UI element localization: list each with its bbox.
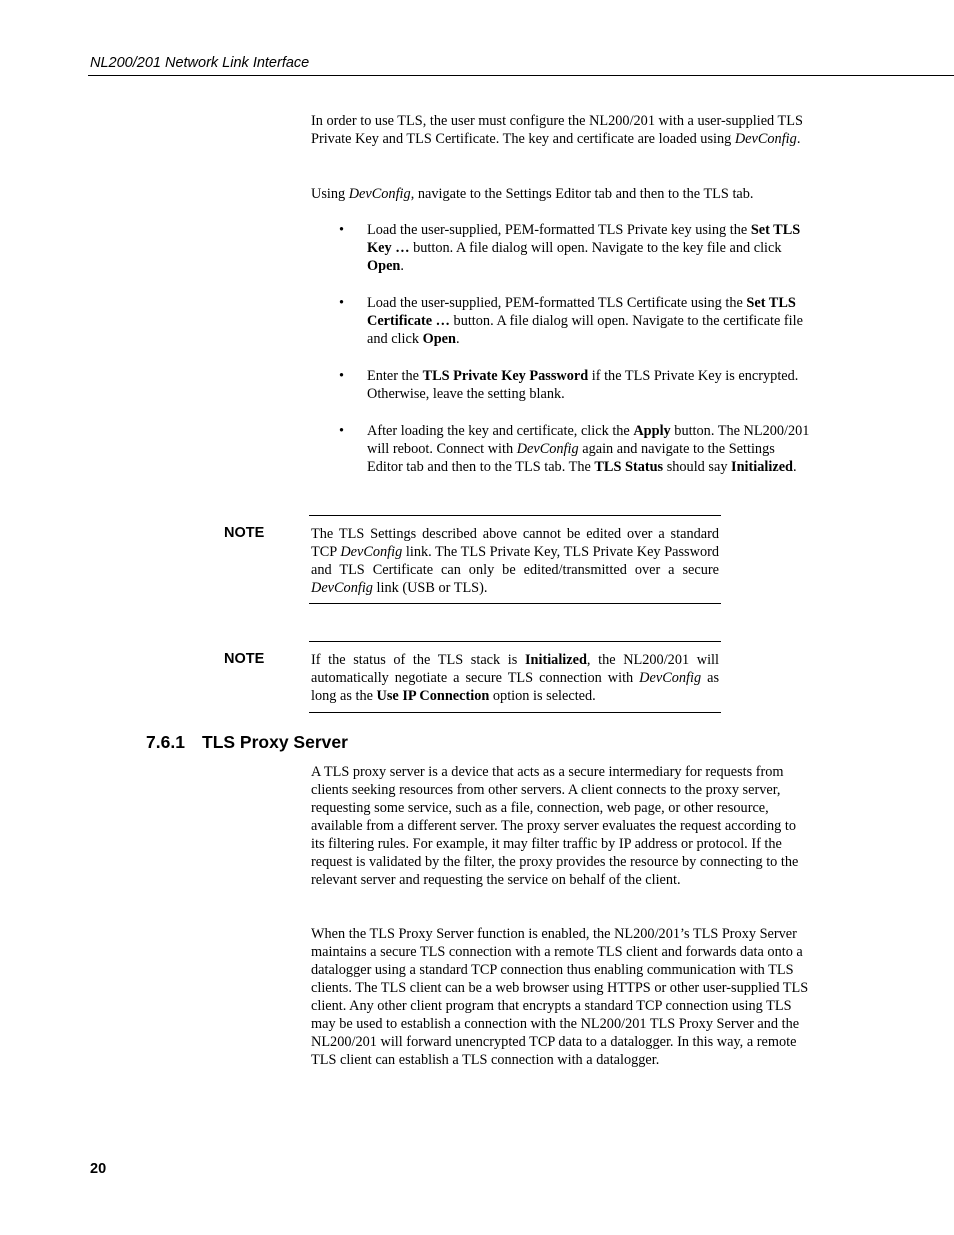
step-set-tls-certificate xyxy=(311,294,811,348)
text-run: . xyxy=(796,131,801,147)
header-rule xyxy=(88,75,954,76)
italic-term: DevConfig xyxy=(340,544,403,560)
note-2-text xyxy=(311,651,719,705)
text-run: Load the user-supplied, PEM-formatted TLS Certificate using the xyxy=(367,295,747,311)
text-run: The TLS Settings described above cannot be edited over a standard TCP xyxy=(311,526,719,560)
proxy-paragraph-2: When the TLS Proxy Server function is enabled, the NL200/201’s TLS Proxy Server maintains a secure TLS connection with a remote TLS client and forwards data onto a datalogger using a standard TCP connection thus enabling communication with TLS clients. The TLS client can be a web browser using HTTPS or other user-supplied TLS client. Any other client program that encrypts a standard TCP connection using TLS may be used to establish a connection with the NL200/201 TLS Proxy Server and the NL200/201 will forward unencrypted TCP data to a datalogger. In this way, a remote TLS client can establish a TLS connection with a datalogger. xyxy=(311,926,809,1068)
text-run: link (USB or TLS). xyxy=(372,580,488,596)
text-run: link. The TLS Private Key, TLS Private Key Password and TLS Certificate can only be edited/transmitted over a secure xyxy=(311,544,719,578)
text-run: . xyxy=(400,258,404,274)
text-run: If the status of the TLS stack is xyxy=(311,652,525,668)
text-run: if the TLS Private Key is encrypted. Otherwise, leave the setting blank. xyxy=(367,368,799,402)
section-number: 7.6.1 xyxy=(146,732,185,752)
bold-term: Set TLS Key … xyxy=(367,222,801,256)
text-run: button. The NL200/201 will reboot. Connect with xyxy=(367,423,810,457)
bold-term: Set TLS Certificate … xyxy=(367,295,796,329)
note-1-label: NOTE xyxy=(224,525,265,541)
note-1-top-rule xyxy=(309,515,721,516)
note-1-bottom-rule xyxy=(309,603,721,604)
text-run: Load the user-supplied, PEM-formatted TLS Private key using the xyxy=(367,222,751,238)
bold-term: Apply xyxy=(633,423,671,439)
text-run: In order to use TLS, the user must configure the NL200/201 with a user-supplied TLS Private Key and TLS Certificate. The key and certificate are loaded using xyxy=(311,113,803,147)
running-header: NL200/201 Network Link Interface xyxy=(90,55,310,71)
text-run: Using xyxy=(311,186,349,202)
text-run: . xyxy=(455,331,460,347)
text-run: . xyxy=(793,459,797,475)
note-1-text xyxy=(311,525,719,597)
italic-term: DevConfig xyxy=(639,670,702,686)
intro-paragraph-1 xyxy=(311,112,811,148)
bold-term: Open xyxy=(422,331,456,347)
text-run: Enter the xyxy=(367,368,423,384)
step-apply-and-verify xyxy=(311,422,811,476)
text-run: , navigate to the Settings Editor tab and then to the TLS tab. xyxy=(410,186,754,202)
text-run: as long as the xyxy=(311,670,720,704)
text-run: option is selected. xyxy=(489,688,596,704)
italic-term: DevConfig xyxy=(734,131,797,147)
tls-setup-steps xyxy=(311,221,811,495)
page-number: 20 xyxy=(90,1161,107,1177)
text-run: , the NL200/201 will automatically negotiate a secure TLS connection with xyxy=(311,652,719,686)
intro-paragraph-2 xyxy=(311,185,811,203)
section-title: TLS Proxy Server xyxy=(202,732,348,752)
italic-term: DevConfig xyxy=(348,186,411,202)
italic-term: DevConfig xyxy=(516,441,579,457)
text-run: again and navigate to the Settings Editor tab and then to the TLS tab. The xyxy=(367,441,775,475)
text-run: button. A file dialog will open. Navigate to the key file and click xyxy=(409,240,782,256)
bold-term: Initialized xyxy=(524,652,587,668)
bold-term: Open xyxy=(367,258,401,274)
text-run: button. A file dialog will open. Navigate to the certificate file and click xyxy=(367,313,803,347)
text-run: After loading the key and certificate, click the xyxy=(367,423,634,439)
bold-term: TLS Private Key Password xyxy=(422,368,589,384)
italic-term: DevConfig xyxy=(311,580,373,596)
step-set-tls-key xyxy=(311,221,811,275)
bold-term: Initialized xyxy=(731,459,794,475)
step-enter-key-password xyxy=(311,367,811,403)
note-2-bottom-rule xyxy=(309,712,721,713)
bold-term: TLS Status xyxy=(594,459,664,475)
bold-term: Use IP Connection xyxy=(376,688,490,704)
text-run: should say xyxy=(663,459,732,475)
section-heading xyxy=(146,732,348,753)
note-2-top-rule xyxy=(309,641,721,642)
note-2-label: NOTE xyxy=(224,651,265,667)
proxy-paragraph-1: A TLS proxy server is a device that acts as a secure intermediary for requests from clients seeking resources from other servers. A client connects to the proxy server, requesting some service, such as a file, connection, web page, or other resource, available from a different server. The proxy server evaluates the request according to its filtering rules. For example, it may filter traffic by IP address or protocol. If the request is validated by the filter, the proxy provides the resource by connecting to the relevant server and requesting the service on behalf of the client. xyxy=(311,764,799,888)
